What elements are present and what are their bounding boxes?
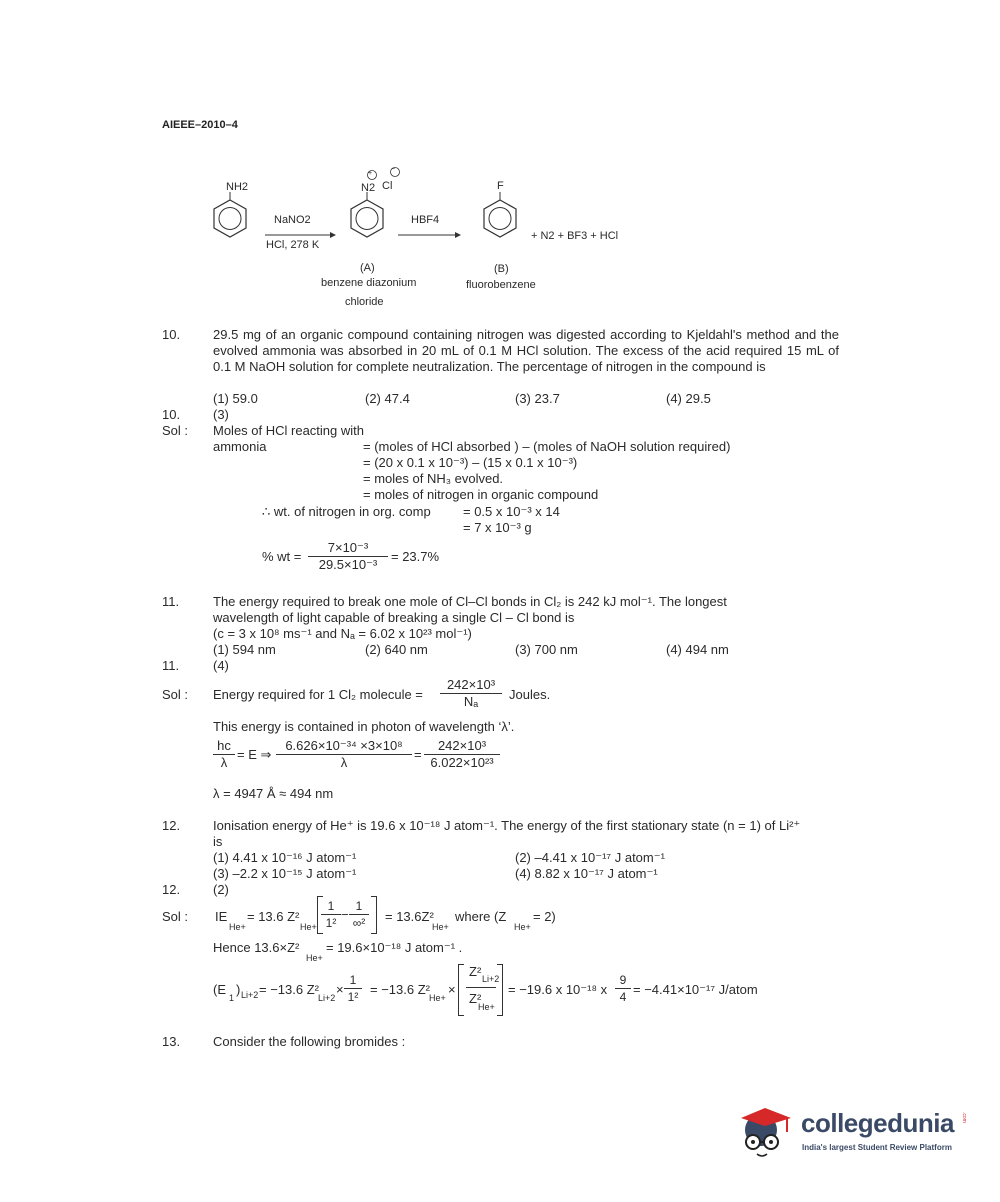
- diazo-plus-sign: +: [368, 170, 373, 177]
- solution-12-ie-expression: = 13.6 Z²: [247, 909, 300, 924]
- reaction-f-label: F: [497, 180, 504, 192]
- solution-10-fraction: [308, 540, 388, 573]
- answer-10: (3): [213, 407, 229, 422]
- question-11-number: 11.: [162, 594, 180, 609]
- fraction-denominator: 6.022×10²³: [430, 755, 494, 770]
- solution-12-final-answer: = −4.41×10⁻¹⁷ J/atom: [633, 982, 758, 997]
- page-header: AIEEE–2010–4: [162, 119, 238, 131]
- solution-12-z-li-ratio-num: Z²: [469, 964, 482, 979]
- solution-12-numeric: = −19.6 x 10⁻¹⁸ x: [508, 982, 608, 997]
- solution-12-where-end: = 2): [533, 909, 556, 924]
- diazo-minus-sign: −: [391, 166, 396, 173]
- reaction-scheme-diagram: [200, 160, 680, 270]
- solution-12-times-1: ×: [336, 982, 344, 997]
- solution-10-line-5: = moles of NH₃ evolved.: [363, 471, 504, 486]
- solution-10-line-2: ammonia: [213, 439, 267, 454]
- solution-10-result: = 23.7%: [391, 549, 440, 564]
- solution-12-z-he-subscript: He+: [478, 1002, 495, 1012]
- fraction-denominator: 1²: [325, 916, 337, 930]
- benzene-ring-diazonium: [351, 192, 383, 237]
- solution-12-z-subscript: He+: [300, 922, 317, 932]
- question-11-option-3: (3) 700 nm: [515, 642, 578, 657]
- solution-12-where: where (Z: [455, 909, 507, 924]
- solution-11-equals: =: [414, 747, 422, 762]
- question-12-text-line-2: is: [213, 834, 223, 849]
- solution-10-line-6: = moles of nitrogen in organic compound: [363, 487, 599, 502]
- solution-12-where-subscript: He+: [514, 922, 531, 932]
- solution-11-line-1: Energy required for 1 Cl₂ molecule =: [213, 687, 423, 702]
- solution-12-e1-z-subscript: Li+2: [318, 993, 336, 1003]
- solution-12-he-expression: = −13.6 Z²: [370, 982, 430, 997]
- answer-10-number: 10.: [162, 407, 181, 422]
- question-12-option-4: (4) 8.82 x 10⁻¹⁷ J atom⁻¹: [515, 866, 658, 881]
- answer-12-number: 12.: [162, 882, 181, 897]
- fraction-numerator: 6.626×10⁻³⁴ ×3×10⁸: [276, 738, 412, 755]
- solution-12-e1-li-subscript: Li+2: [241, 990, 259, 1000]
- solution-12-result-subscript: He+: [432, 922, 449, 932]
- fraction-numerator: 1: [344, 972, 362, 989]
- logo-mascot-icon: [735, 1100, 801, 1170]
- solution-12-z-he-ratio-den: Z²: [469, 991, 482, 1006]
- solution-10-line-9: = 7 x 10⁻³ g: [463, 520, 532, 535]
- question-10-option-1: (1) 59.0: [213, 391, 258, 406]
- solution-12-e1-expression: = −13.6 Z²: [259, 982, 319, 997]
- solution-12-line-2-value: = 19.6×10⁻¹⁸ J atom⁻¹ .: [326, 940, 463, 955]
- solution-12-times-2: ×: [448, 982, 456, 997]
- question-13-number: 13.: [162, 1034, 181, 1049]
- answer-11: (4): [213, 658, 229, 673]
- compound-a-label: (A): [360, 262, 375, 274]
- compound-a-name-line1: benzene diazonium: [321, 277, 417, 289]
- solution-11-label: Sol :: [162, 687, 189, 702]
- solution-11-avogadro-fraction: [424, 738, 500, 771]
- question-11-option-2: (2) 640 nm: [365, 642, 428, 657]
- fraction-numerator: 9: [615, 972, 631, 989]
- benzene-ring-aniline: [214, 192, 246, 237]
- collegedunia-logo: [735, 1100, 975, 1170]
- solution-10-line-4: = (20 x 0.1 x 10⁻³) – (15 x 0.1 x 10⁻³): [363, 455, 578, 470]
- question-11-text-line-2: wavelength of light capable of breaking a single Cl – Cl bond is: [213, 610, 575, 625]
- fraction-numerator: 1: [349, 898, 369, 915]
- reagent-nano2: NaNO2: [274, 214, 311, 226]
- question-13-text: Consider the following bromides :: [213, 1034, 406, 1049]
- fraction-denominator: 4: [619, 990, 627, 1004]
- logo-tld: .com: [961, 1112, 967, 1123]
- left-bracket: [458, 964, 464, 1016]
- question-11-option-1: (1) 594 nm: [213, 642, 276, 657]
- fraction-denominator: 1²: [347, 990, 359, 1004]
- fraction-denominator: ∞²: [352, 916, 366, 930]
- solution-10-line-3: = (moles of HCl absorbed ) – (moles of NaOH solution required): [363, 439, 731, 454]
- question-11-text-line-1: The energy required to break one mole of Cl–Cl bonds in Cl₂ is 242 kJ mol⁻¹. The longest: [213, 594, 727, 609]
- solution-12-z-li-subscript: Li+2: [482, 974, 500, 984]
- compound-b-name: fluorobenzene: [466, 279, 536, 291]
- solution-12-e1: (E: [213, 982, 226, 997]
- solution-11-energy-fraction: [440, 677, 502, 710]
- question-12-text-line-1: Ionisation energy of He⁺ is 19.6 x 10⁻¹⁸ J atom⁻¹. The energy of the first stationary state (n = 1) of Li²⁺: [213, 818, 801, 833]
- fraction-denominator: Nₐ: [463, 694, 479, 709]
- solution-12-fraction-9-4: [615, 972, 631, 1005]
- right-bracket: [371, 896, 377, 934]
- question-10-number: 10.: [162, 327, 181, 342]
- right-bracket: [497, 964, 503, 1016]
- question-12-option-2: (2) –4.41 x 10⁻¹⁷ J atom⁻¹: [515, 850, 665, 865]
- question-12-option-3: (3) –2.2 x 10⁻¹⁵ J atom⁻¹: [213, 866, 357, 881]
- fraction-numerator: 7×10⁻³: [308, 540, 388, 557]
- solution-10-line-7: ∴ wt. of nitrogen in org. comp: [262, 504, 431, 519]
- solution-11-photon-fraction: [276, 738, 412, 771]
- reagent-hcl-278k: HCl, 278 K: [266, 239, 320, 251]
- reagent-hbf4: HBF4: [411, 214, 440, 226]
- reaction-nh2-label: NH2: [226, 181, 249, 193]
- fraction-numerator: hc: [213, 738, 235, 755]
- fraction-numerator: 1: [321, 898, 341, 915]
- reaction-byproducts: + N2 + BF3 + HCl: [531, 230, 619, 242]
- answer-12: (2): [213, 882, 229, 897]
- solution-12-fraction-1: [321, 898, 341, 931]
- question-11-option-4: (4) 494 nm: [666, 642, 729, 657]
- solution-12-fraction-2: [349, 898, 369, 931]
- solution-10-line-1: Moles of HCl reacting with: [213, 423, 364, 438]
- question-10-option-3: (3) 23.7: [515, 391, 560, 406]
- logo-wordmark: collegedunia: [801, 1108, 954, 1138]
- benzene-ring-fluorobenzene: [484, 192, 516, 237]
- answer-11-number: 11.: [162, 658, 180, 673]
- solution-11-hc-fraction: [213, 738, 235, 771]
- solution-10-label: Sol :: [162, 423, 189, 438]
- solution-11-result: λ = 4947 Å ≈ 494 nm: [213, 786, 334, 801]
- solution-11-equals-e: = E ⇒: [237, 747, 272, 762]
- question-10-text: 29.5 mg of an organic compound containing nitrogen was digested according to Kjeldahl's method and the evolved ammonia was absorbed in 20 mL of 0.1 M HCl solution. The excess of the acid required 15 mL of 0.1 M NaOH solution for complete neutralization. The percentage of nitrogen in the compound is: [213, 327, 839, 374]
- reaction-diazo-n-label: N2: [361, 182, 376, 194]
- solution-12-label: Sol :: [162, 909, 189, 924]
- fraction-denominator: 29.5×10⁻³: [318, 557, 378, 572]
- fraction-bar: [466, 987, 496, 988]
- question-10-option-4: (4) 29.5: [666, 391, 711, 406]
- solution-12-ie: IE: [215, 909, 228, 924]
- solution-12-e1-subscript: 1: [229, 993, 235, 1003]
- fraction-numerator: 242×10³: [440, 677, 502, 694]
- compound-a-name-line2: chloride: [345, 296, 384, 308]
- logo-tagline: India's largest Student Review Platform: [802, 1143, 952, 1152]
- fraction-denominator: λ: [220, 755, 228, 770]
- solution-12-result: = 13.6Z²: [385, 909, 434, 924]
- solution-12-he-subscript: He+: [429, 993, 446, 1003]
- solution-12-ie-subscript: He+: [229, 922, 246, 932]
- fraction-numerator: 242×10³: [424, 738, 500, 755]
- solution-11-line-2: This energy is contained in photon of wavelength ‘λ’.: [213, 719, 515, 734]
- solution-10-line-8: = 0.5 x 10⁻³ x 14: [463, 504, 560, 519]
- solution-10-percent-label: % wt =: [262, 549, 302, 564]
- solution-12-line-2: Hence 13.6×Z²: [213, 940, 300, 955]
- reaction-diazo-cl-label: Cl: [382, 180, 393, 192]
- solution-12-line-2-subscript: He+: [306, 953, 323, 963]
- compound-b-label: (B): [494, 263, 509, 275]
- solution-12-e1-close: ): [236, 982, 241, 997]
- solution-12-minus: −: [341, 907, 349, 922]
- question-12-number: 12.: [162, 818, 181, 833]
- solution-12-fraction-3: [344, 972, 362, 1005]
- solution-11-unit: Joules.: [509, 687, 551, 702]
- question-12-option-1: (1) 4.41 x 10⁻¹⁶ J atom⁻¹: [213, 850, 357, 865]
- question-11-text-line-3: (c = 3 x 10⁸ ms⁻¹ and Nₐ = 6.02 x 10²³ mol⁻¹): [213, 626, 472, 641]
- fraction-denominator: λ: [340, 755, 348, 770]
- question-10-option-2: (2) 47.4: [365, 391, 410, 406]
